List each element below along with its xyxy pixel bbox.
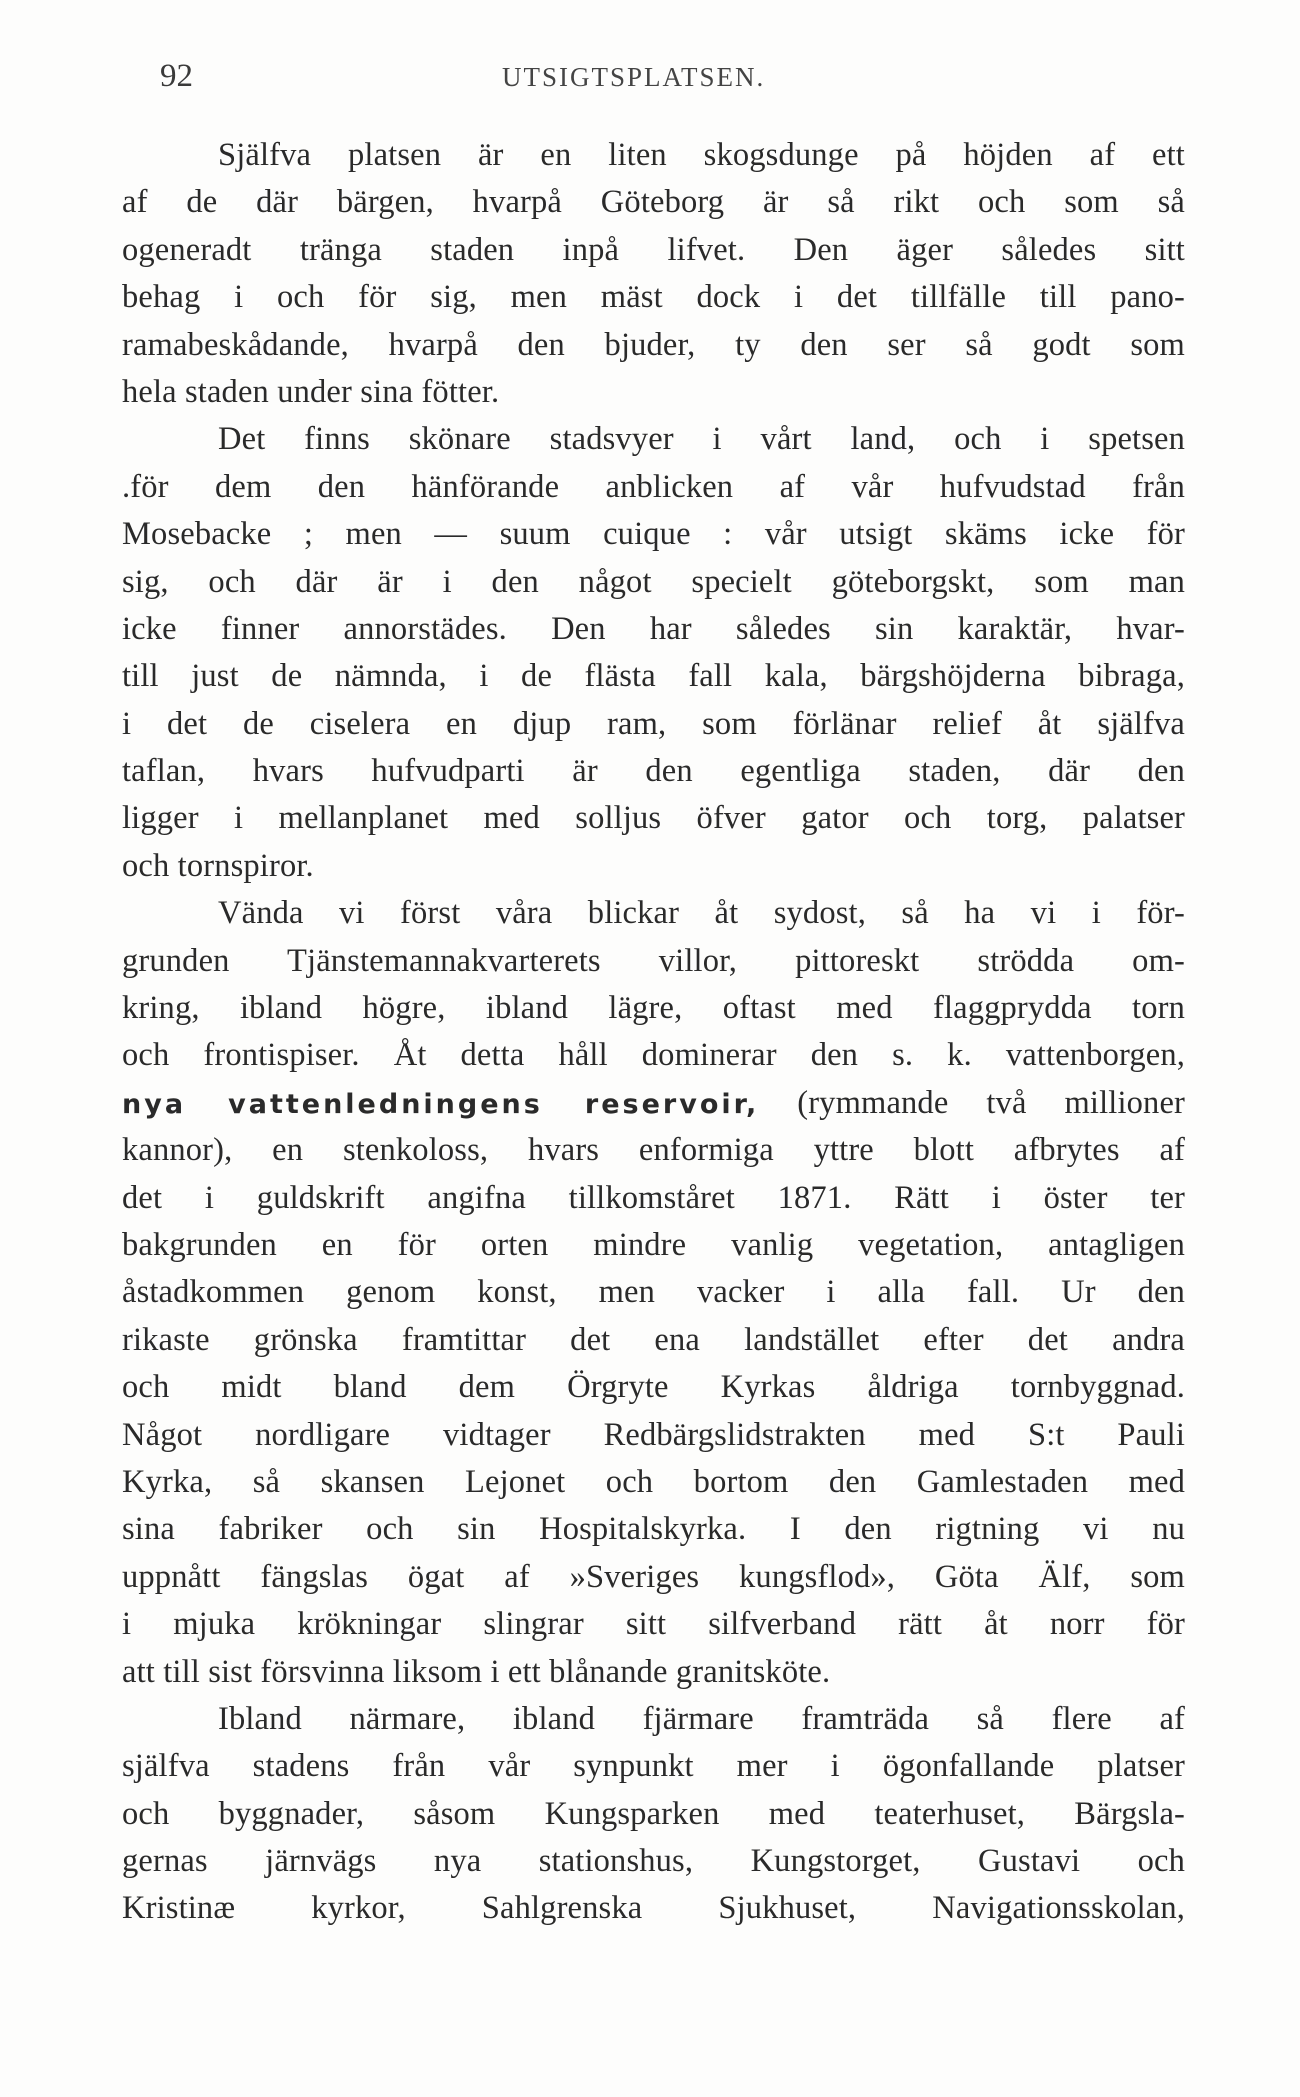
text-line: i det de ciselera en djup ram, som förlänar relief åt själfva [122,705,1185,742]
text-line: sig, och där är i den något specielt göteborgskt, som man [122,563,1185,600]
text-line: och byggnader, såsom Kungsparken med teaterhuset, Bärgsla- [122,1795,1185,1832]
text-line: kring, ibland högre, ibland lägre, oftast med flaggprydda torn [122,990,1185,1027]
page-number: 92 [160,58,193,94]
text-line: behag i och för sig, men mäst dock i det tillfälle till pano- [122,279,1185,316]
text-line: icke finner annorstädes. Den har således sin karaktär, hvar- [122,610,1185,647]
emphasized-text: nya vattenledningens reservoir, [122,1088,760,1120]
text-line: Ibland närmare, ibland fjärmare framträda så flere af [218,1700,1185,1737]
text-line: Kristinæ kyrkor, Sahlgrenska Sjukhuset, Navigationsskolan, [122,1890,1185,1927]
text-line: och frontispiser. Åt detta håll dominerar den s. k. vattenborgen, [122,1037,1185,1074]
text-line: till just de nämnda, i de flästa fall kala, bärgshöjderna bibraga, [122,658,1185,695]
text-line: rikaste grönska framtittar det ena landstället efter det andra [122,1321,1185,1358]
text-line: Något nordligare vidtager Redbärgslidstrakten med S:t Pauli [122,1416,1185,1453]
text-line: det i guldskrift angifna tillkomståret 1871. Rätt i öster ter [122,1179,1185,1216]
text-line: sina fabriker och sin Hospitalskyrka. I den rigtning vi nu [122,1511,1185,1548]
text-line: taflan, hvars hufvudparti är den egentliga staden, där den [122,753,1185,790]
text-line: Mosebacke ; men — suum cuique : vår utsigt skäms icke för [122,516,1185,553]
text-line: bakgrunden en för orten mindre vanlig vegetation, antagligen [122,1226,1185,1263]
text-line: och tornspiror. [122,847,314,884]
text-line: uppnått fängslas ögat af »Sveriges kungsflod», Göta Älf, som [122,1558,1185,1595]
text-span: (rymmande två millioner [759,1084,1185,1121]
text-line: ogeneradt tränga staden inpå lifvet. Den äger således sitt [122,231,1185,268]
text-line: åstadkommen genom konst, men vacker i alla fall. Ur den [122,1274,1185,1311]
text-line: och midt bland dem Örgryte Kyrkas åldriga tornbyggnad. [122,1369,1185,1406]
text-line: gernas järnvägs nya stationshus, Kungstorget, Gustavi och [122,1843,1185,1880]
text-line: Vända vi först våra blickar åt sydost, så ha vi i för- [218,895,1185,932]
text-line: af de där bärgen, hvarpå Göteborg är så rikt och som så [122,184,1185,221]
text-line: själfva stadens från vår synpunkt mer i ögonfallande platser [122,1748,1185,1785]
text-line: .för dem den hänförande anblicken af vår hufvudstad från [122,468,1185,505]
running-head: UTSIGTSPLATSEN. [502,62,766,92]
text-line: grunden Tjänstemannakvarterets villor, pittoreskt strödda om- [122,942,1185,979]
text-line: kannor), en stenkoloss, hvars enformiga yttre blott afbrytes af [122,1132,1185,1169]
text-line: Kyrka, så skansen Lejonet och bortom den Gamlestaden med [122,1463,1185,1500]
text-line: hela staden under sina fötter. [122,373,500,410]
text-line: att till sist försvinna liksom i ett blånande granitsköte. [122,1653,831,1690]
text-line: ligger i mellanplanet med solljus öfver gator och torg, palatser [122,800,1185,837]
text-line: Själfva platsen är en liten skogsdunge på höjden af ett [218,137,1185,173]
text-line: ramabeskådande, hvarpå den bjuder, ty den ser så godt som [122,326,1185,363]
page-header [160,58,1185,98]
text-line: Det finns skönare stadsvyer i vårt land, och i spetsen [218,421,1185,458]
body-text [122,132,1185,1933]
text-line [122,1080,1185,1127]
text-line: i mjuka krökningar slingrar sitt silfverband rätt åt norr för [122,1606,1185,1643]
